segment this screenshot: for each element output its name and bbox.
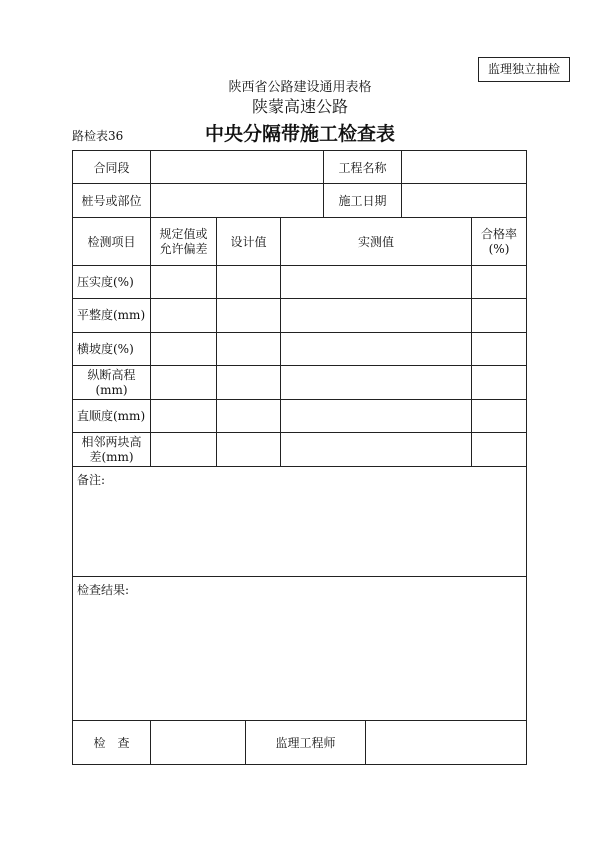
spec-cell[interactable] [151,299,217,333]
spec-cell[interactable] [151,400,217,433]
supervisor-label: 监理工程师 [246,721,366,765]
measured-cell[interactable] [281,433,472,467]
item-cell [73,400,151,433]
spec-header [151,218,217,266]
item-cell [73,266,151,299]
rate-cell[interactable] [472,266,527,299]
spec-cell[interactable] [151,333,217,366]
remarks-area[interactable] [73,467,527,577]
project-name-label: 工程名称 [324,151,402,184]
table-row [73,333,527,366]
rate-cell[interactable] [472,299,527,333]
rate-cell[interactable] [472,333,527,366]
item-label: 纵断高程 [87,367,136,382]
rate-cell[interactable] [472,366,527,400]
item-cell [73,333,151,366]
signature-table [72,720,527,765]
supervisor-signature-cell[interactable] [366,721,527,765]
rate-cell[interactable] [472,433,527,467]
item-label: 直顺度(mm) [77,408,146,423]
remarks-label: 备注: [77,473,106,487]
design-cell[interactable] [217,433,281,467]
rate-cell[interactable] [472,400,527,433]
measured-header: 实测值 [281,218,472,266]
section-value-cell[interactable] [151,151,324,184]
design-cell[interactable] [217,333,281,366]
item-label: 压实度(%) [77,274,134,289]
date-value-cell[interactable] [402,184,527,218]
organization-name: 陕西省公路建设通用表格 [228,80,372,95]
item-header: 检测项目 [73,218,151,266]
spec-cell[interactable] [151,366,217,400]
remarks-row [73,467,527,577]
date-label: 施工日期 [324,184,402,218]
spec-cell[interactable] [151,266,217,299]
item-cell [73,299,151,333]
table-row [73,184,527,218]
item-label-line2: (mm) [95,382,128,397]
result-row [73,577,527,721]
signature-row [73,721,527,765]
spec-header-line1: 规定值或 [159,226,208,241]
project-name: 陕蒙高速公路 [251,97,348,116]
project-name-value-cell[interactable] [402,151,527,184]
station-value-cell[interactable] [151,184,324,218]
item-label: 横坡度(%) [77,341,134,356]
result-area[interactable] [73,577,527,721]
table-row [73,151,527,184]
item-cell [73,366,151,400]
rate-header-line2: (%) [488,241,510,256]
check-label: 检 查 [73,721,151,765]
measured-cell[interactable] [281,299,472,333]
station-label: 桩号或部位 [73,184,151,218]
table-row [73,266,527,299]
check-signature-cell[interactable] [151,721,246,765]
form-number: 路检表36 [72,129,124,143]
design-cell[interactable] [217,266,281,299]
measured-cell[interactable] [281,333,472,366]
spec-header-line2: 允许偏差 [159,241,208,256]
design-cell[interactable] [217,366,281,400]
table-row [73,433,527,467]
item-label: 相邻两块高 [81,434,142,449]
measured-cell[interactable] [281,366,472,400]
measured-cell[interactable] [281,400,472,433]
design-header: 设计值 [217,218,281,266]
rate-header [472,218,527,266]
design-cell[interactable] [217,400,281,433]
design-cell[interactable] [217,299,281,333]
result-label: 检查结果: [77,583,130,597]
table-row [73,400,527,433]
item-label-line2: 差(mm) [89,449,134,464]
supervision-stamp-box: 监理独立抽检 [478,57,570,82]
column-header-row [73,218,527,266]
inspection-table [72,150,527,721]
item-cell [73,433,151,467]
section-label: 合同段 [73,151,151,184]
form-title: 中央分隔带施工检查表 [204,123,395,145]
spec-cell[interactable] [151,433,217,467]
item-label: 平整度(mm) [77,308,146,322]
rate-header-line1: 合格率 [481,226,518,241]
table-row [73,299,527,333]
table-row [73,366,527,400]
measured-cell[interactable] [281,266,472,299]
